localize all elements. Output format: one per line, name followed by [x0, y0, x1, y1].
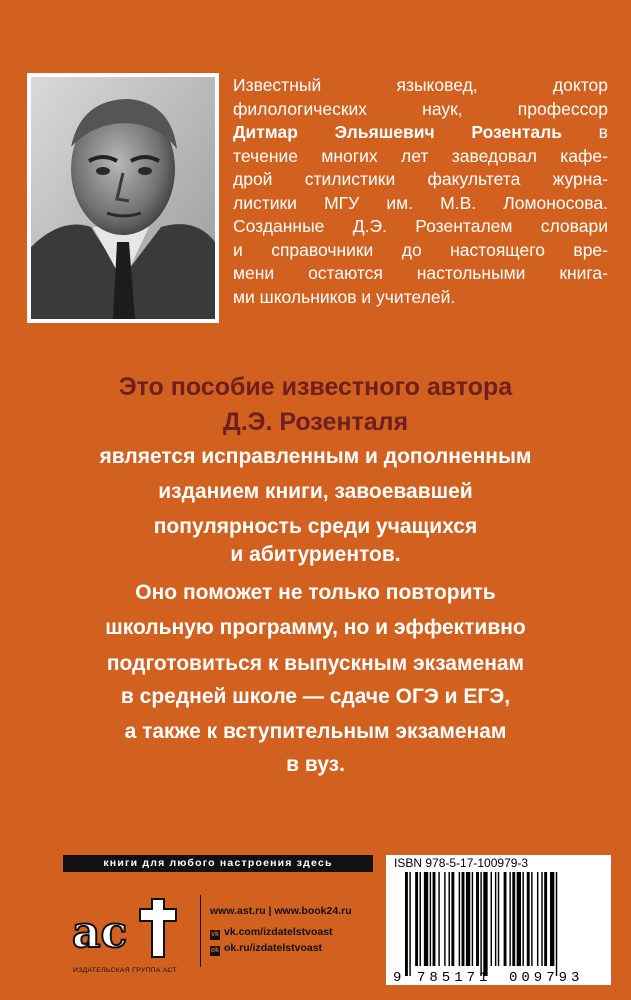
body-line: в средней школе — сдаче ОГЭ и ЕГЭ,: [120, 685, 511, 708]
website-links[interactable]: www.ast.ru | www.book24.ru: [210, 905, 352, 917]
bio-line: течение многих лет заведовал кафе-: [233, 145, 608, 166]
ast-logo: [60, 895, 188, 965]
body-line: и абитуриентов.: [230, 543, 401, 566]
body-line: школьную программу, но и эффективно: [105, 616, 526, 639]
body-line: Оно поможет не только повторить: [135, 581, 496, 604]
isbn-number: ISBN 978-5-17-100979-3: [394, 856, 529, 870]
barcode-bar: [472, 872, 473, 966]
barcode-bar: [527, 872, 530, 966]
barcode: [391, 872, 606, 984]
barcode-bar: [451, 872, 454, 966]
ast-logo-icon: [60, 895, 188, 965]
body-line: популярность среди учащихся: [153, 515, 478, 538]
bio-line: Известный языковед, доктор: [233, 75, 608, 95]
barcode-digits-left: 785171: [417, 970, 492, 984]
body-line: является исправленным и дополненным: [99, 445, 532, 468]
body-line: изданием книги, завоевавшей: [158, 480, 473, 503]
barcode-bar: [430, 872, 431, 966]
ok-icon: ok: [210, 947, 220, 954]
barcode-bar: [509, 872, 510, 966]
barcode-bar: [550, 872, 554, 966]
barcode-bar: [556, 872, 557, 976]
bio-line: Созданные Д.Э. Розенталем словари: [233, 216, 608, 236]
barcode-bar: [433, 872, 436, 966]
author-photo: [27, 73, 219, 323]
logo-letters: ac: [72, 907, 128, 958]
barcode-bar: [504, 872, 507, 966]
barcode-bar: [541, 872, 542, 966]
barcode-bar: [495, 872, 496, 966]
body-line: подготовиться к выпускным экзаменам: [106, 652, 525, 675]
barcode-bar: [462, 872, 465, 966]
barcode-bar: [544, 872, 547, 966]
bio-line: [233, 121, 608, 145]
barcode-bar: [522, 872, 523, 966]
barcode-bar: [512, 872, 515, 966]
author-bio: [233, 74, 608, 309]
barcode-bar: [537, 872, 538, 966]
headline-line: Д.Э. Розенталя: [222, 408, 409, 436]
barcode-bar: [409, 872, 410, 976]
bio-line: ми школьников и учителей.: [233, 286, 456, 307]
barcode-bar: [483, 872, 487, 976]
barcode-bar: [466, 872, 470, 966]
bio-line: дрой стилистики факультета журна-: [233, 169, 608, 189]
barcode-bar: [424, 872, 428, 966]
publisher-links: [210, 905, 352, 958]
body-line: в вуз.: [286, 753, 345, 776]
barcode-first-digit: 9: [393, 970, 402, 984]
barcode-bar: [480, 872, 481, 976]
divider: [200, 895, 201, 967]
barcode-area: [386, 855, 611, 985]
body-line: а также к вступительным экзаменам: [124, 720, 507, 743]
bio-line-tail: в: [562, 122, 608, 142]
bio-line: филологических наук, профессор: [233, 98, 608, 119]
author-portrait-image: [31, 77, 215, 319]
vk-icon: vk: [211, 931, 219, 938]
vk-link-text: vk.com/izdatelstvoast: [224, 926, 333, 938]
ok-link[interactable]: [210, 942, 352, 956]
barcode-bar: [517, 872, 521, 966]
barcode-bar: [444, 872, 445, 966]
vk-link[interactable]: [210, 926, 352, 940]
barcode-digits-right: 009793: [509, 970, 584, 984]
author-name: Дитмар Эльяшевич Розенталь: [233, 122, 563, 142]
bio-line: и справочники до настоящего вре-: [233, 239, 608, 260]
bio-line: листики МГУ им. М.В. Ломоносова.: [233, 192, 608, 213]
bio-line: мени остаются настольными книга-: [233, 263, 608, 283]
barcode-bar: [449, 872, 450, 966]
barcode-bar: [405, 872, 408, 976]
ok-link-text: ok.ru/izdatelstvoast: [224, 942, 323, 954]
barcode-bar: [491, 872, 492, 966]
barcode-bar: [415, 872, 418, 966]
publisher-name: ИЗДАТЕЛЬСКАЯ ГРУППА АСТ: [73, 967, 177, 974]
tagline-bar: книги для любого настроения здесь: [63, 855, 373, 872]
barcode-bar: [459, 872, 460, 966]
barcode-bar: [498, 872, 499, 966]
headline-line: Это пособие известного автора: [118, 373, 513, 401]
barcode-bar: [531, 872, 532, 966]
barcode-bar: [420, 872, 421, 966]
barcode-bar: [438, 872, 439, 966]
barcode-bar: [476, 872, 479, 966]
